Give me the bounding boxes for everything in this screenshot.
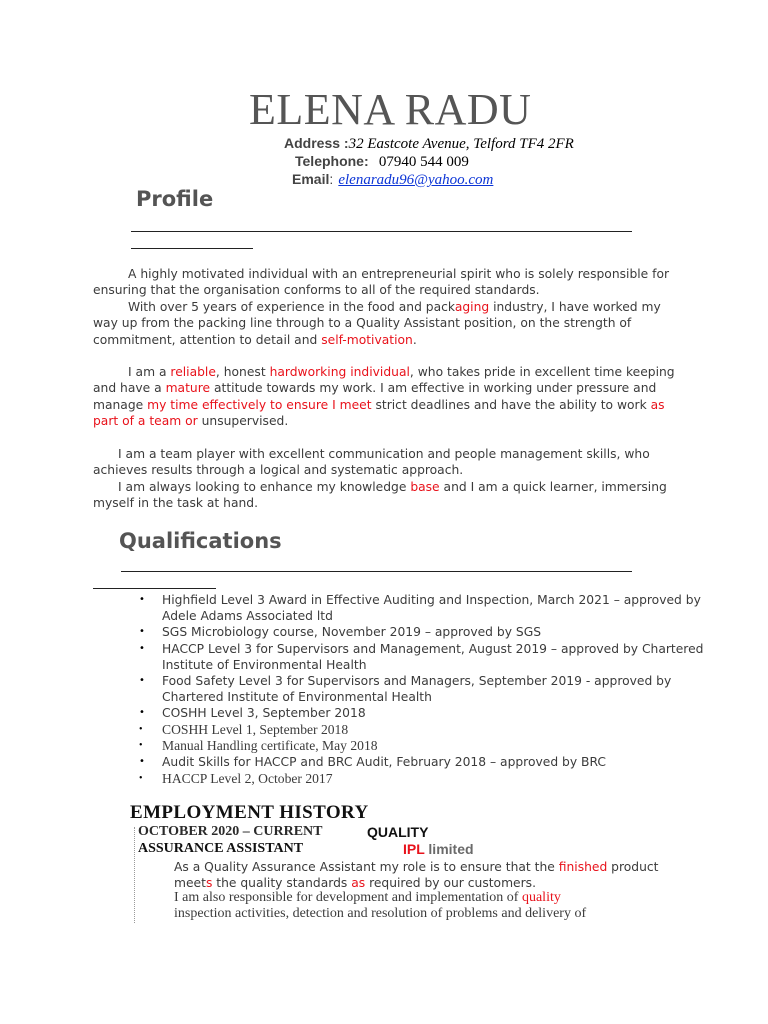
bullet-icon: •: [139, 675, 145, 687]
bullet-icon: •: [139, 626, 145, 638]
profile-divider-2: [131, 248, 253, 249]
qualification-text: HACCP Level 3 for Supervisors and Management, August 2019 – approved by Chartered: [162, 641, 704, 656]
telephone-label: Telephone:: [295, 153, 369, 169]
text-span: , who takes pride in excellent time keeping: [409, 365, 675, 379]
profile-p3-line-1: [93, 364, 675, 380]
qualification-text: Manual Handling certificate, May 2018: [162, 738, 378, 754]
candidate-name: ELENA RADU: [249, 85, 532, 134]
address-value: 32 Eastcote Avenue, Telford TF4 2FR: [348, 136, 574, 152]
qualification-text: HACCP Level 2, October 2017: [162, 770, 333, 786]
email-separator: :: [329, 171, 334, 187]
address-line: [284, 133, 574, 153]
text-span: product: [607, 860, 659, 874]
profile-p2-line-2: way up from the packing line through to a Quality Assistant position, on the strength of: [93, 316, 632, 331]
text-span: manage: [93, 397, 148, 412]
bullet-icon: •: [139, 740, 143, 752]
text-span: I am always looking to enhance my knowledge: [118, 479, 411, 494]
text-span: commitment, attention to detail and: [93, 332, 322, 347]
job-title-part-1: QUALITY: [367, 824, 429, 840]
qualifications-heading: Qualifications: [119, 529, 282, 553]
profile-divider-1: [131, 231, 632, 232]
qualification-text: Adele Adams Associated ltd: [162, 609, 333, 624]
profile-paragraph-4: [93, 446, 667, 512]
job-title-part-2: ASSURANCE ASSISTANT: [138, 841, 304, 856]
text-span: With over 5 years of experience in the food and pack: [128, 299, 455, 314]
bullet-icon: •: [139, 723, 143, 735]
text-span: I am also responsible for development and implementation of: [174, 890, 522, 905]
qualification-text: Highfield Level 3 Award in Effective Auditing and Inspection, March 2021 – approved by: [162, 593, 701, 607]
text-span: and have a: [93, 381, 166, 396]
text-span: industry, I have worked my: [489, 299, 661, 314]
profile-paragraph-3: [93, 364, 675, 430]
list-item: [120, 705, 703, 721]
job-description-cont: [174, 890, 586, 923]
profile-p3-line-4: [93, 413, 638, 429]
highlight-span: hardworking individual: [269, 365, 410, 379]
bullet-icon: •: [139, 642, 145, 654]
text-span: I am a: [128, 365, 171, 379]
bullet-icon: •: [139, 772, 143, 784]
text-span: and I am a quick learner, immersing: [439, 479, 667, 494]
list-item: [120, 738, 703, 754]
email-line: [292, 169, 493, 189]
qualification-text: COSHH Level 3, September 2018: [162, 706, 366, 721]
qualification-text: Food Safety Level 3 for Supervisors and Managers, September 2019 - approved by: [162, 674, 672, 689]
list-item: [120, 771, 703, 787]
qualifications-list: [120, 592, 703, 787]
profile-paragraph-1: [93, 266, 669, 348]
highlight-span: aging: [454, 299, 490, 314]
address-label: Address :: [284, 135, 349, 151]
job-desc-line-1: [174, 859, 658, 875]
profile-p2-line-1: [93, 299, 669, 315]
text-span: unsupervised.: [197, 414, 289, 429]
qualification-text: Institute of Environmental Health: [162, 657, 367, 672]
bullet-icon: •: [139, 707, 145, 719]
list-item: [120, 624, 703, 640]
job-desc-line-4: inspection activities, detection and resolution of problems and delivery of: [174, 906, 587, 922]
company-name: [403, 841, 474, 857]
profile-p5-line-2: myself in the task at hand.: [93, 496, 258, 511]
email-link[interactable]: elenaradu96@yahoo.com: [338, 172, 494, 188]
highlight-span: s: [205, 876, 213, 891]
list-item: [120, 641, 703, 673]
profile-p1-line-2: ensuring that the organisation conforms to all of the required standards.: [93, 283, 540, 298]
qualifications-divider-1: [121, 571, 632, 572]
highlight-span: part of a team or: [93, 414, 198, 429]
company-rest: limited: [424, 841, 474, 857]
profile-p4-line-1: I am a team player with excellent communication and people management skills, who: [118, 447, 650, 461]
highlight-span: mature: [165, 381, 211, 396]
telephone-line: [295, 151, 469, 171]
text-span: As a Quality Assurance Assistant my role is to ensure that the: [174, 860, 559, 874]
section-border: [134, 827, 135, 923]
employment-heading: EMPLOYMENT HISTORY: [130, 802, 369, 823]
highlight-span: as: [650, 397, 665, 412]
text-span: , honest: [215, 365, 270, 379]
profile-p3-line-2: [93, 380, 657, 396]
employment-period: OCTOBER 2020 – CURRENT: [138, 824, 323, 839]
text-span: .: [412, 332, 417, 347]
highlight-span: self-motivation: [321, 332, 413, 347]
highlight-span: as: [351, 876, 366, 891]
job-desc-line-3: [174, 890, 586, 906]
highlight-span: quality: [521, 890, 561, 905]
list-item: [120, 592, 703, 624]
highlight-span: reliable: [170, 365, 216, 379]
qualification-text: Chartered Institute of Environmental Health: [162, 690, 432, 705]
highlight-span: my time effectively to ensure I meet: [147, 397, 372, 412]
bullet-icon: •: [139, 756, 145, 768]
qualification-text: SGS Microbiology course, November 2019 – approved by SGS: [162, 625, 542, 640]
bullet-icon: •: [139, 594, 145, 605]
text-span: attitude towards my work. I am effective in working under pressure and: [210, 381, 657, 396]
list-item: [120, 722, 703, 738]
highlight-span: finished: [558, 860, 608, 874]
profile-p3-line-3: [93, 397, 665, 413]
telephone-value: 07940 544 009: [378, 154, 469, 170]
qualification-text: COSHH Level 1, September 2018: [162, 721, 349, 737]
qualifications-divider-2: [93, 588, 216, 589]
list-item: [120, 673, 703, 705]
qualification-text: Audit Skills for HACCP and BRC Audit, February 2018 – approved by BRC: [162, 755, 606, 770]
job-description: [174, 859, 658, 892]
text-span: strict deadlines and have the ability to work: [371, 397, 651, 412]
highlight-span: base: [410, 479, 440, 494]
profile-heading: Profile: [136, 187, 214, 211]
text-span: the quality standards: [212, 876, 352, 891]
profile-p1-line-1: A highly motivated individual with an entrepreneurial spirit who is solely responsible for: [128, 267, 670, 281]
text-span: required by our customers.: [365, 876, 536, 891]
profile-p5-line-1: [93, 479, 667, 495]
company-highlight: IPL: [403, 841, 425, 857]
profile-p2-line-3: [93, 332, 669, 348]
list-item: [120, 754, 703, 770]
text-span: meet: [174, 876, 206, 891]
profile-p4-line-2: achieves results through a logical and systematic approach.: [93, 463, 464, 478]
email-label: Email: [292, 171, 330, 187]
